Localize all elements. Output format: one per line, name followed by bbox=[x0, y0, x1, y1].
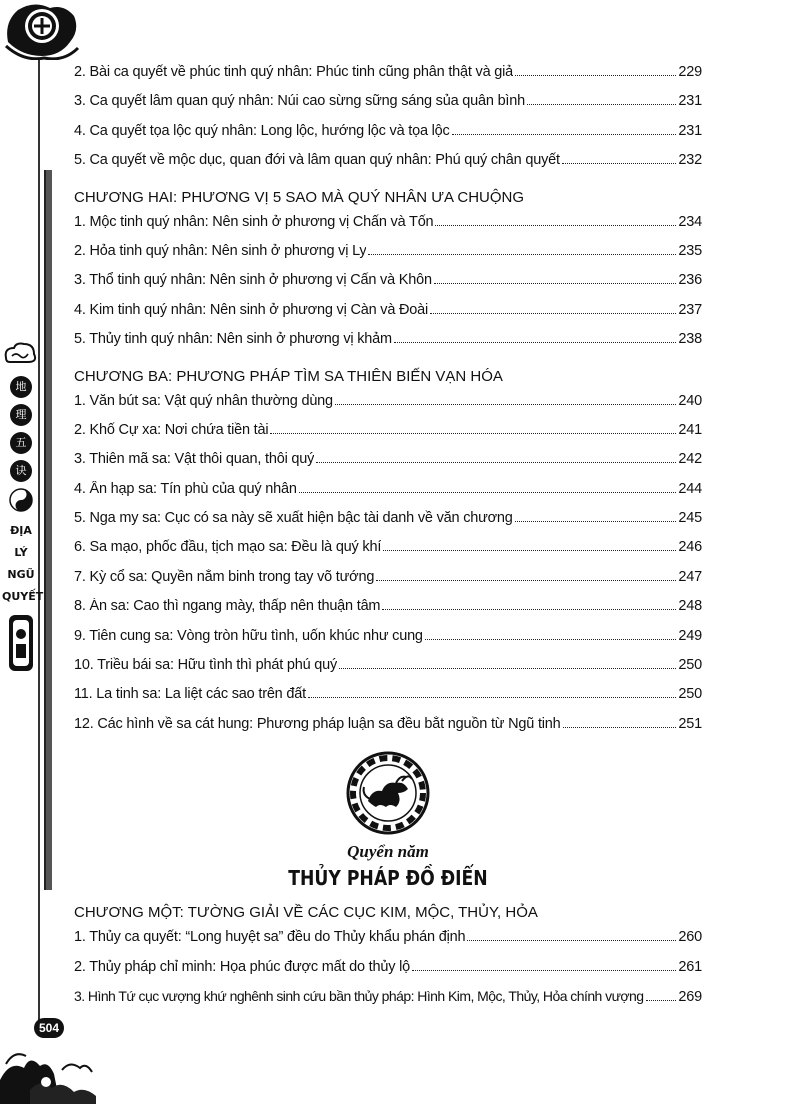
landscape-ornament-icon bbox=[0, 1030, 100, 1104]
dot-leader bbox=[376, 569, 676, 581]
toc-entry-text: 8. Án sa: Cao thì ngang mày, thấp nên thuận tâm bbox=[74, 598, 381, 615]
section-continued bbox=[74, 64, 702, 182]
dot-leader bbox=[527, 94, 676, 106]
book-divider bbox=[74, 745, 702, 841]
toc-entry-page: 250 bbox=[678, 686, 702, 703]
toc-entry-text: 3. Ca quyết lâm quan quý nhân: Núi cao sừng sững sáng sủa quân bình bbox=[74, 93, 525, 110]
toc-entry-page: 238 bbox=[678, 331, 702, 348]
toc-entry-text: 12. Các hình về sa cát hung: Phương pháp luận sa đều bắt nguồn từ Ngũ tinh bbox=[74, 715, 561, 732]
toc-entry-text: 3. Thiên mã sa: Vật thôi quan, thôi quý bbox=[74, 451, 315, 468]
toc-entry[interactable] bbox=[74, 657, 702, 686]
spine-char-4: 诀 bbox=[10, 460, 32, 482]
toc-entry[interactable] bbox=[74, 64, 702, 93]
dot-leader bbox=[430, 302, 676, 314]
spine-char-2: 理 bbox=[10, 404, 32, 426]
toc-entry[interactable] bbox=[74, 214, 702, 243]
toc-entry-text: 5. Thủy tinh quý nhân: Nên sinh ở phương vị khảm bbox=[74, 331, 392, 348]
dot-leader bbox=[308, 687, 676, 699]
toc-entry-page: 251 bbox=[678, 715, 702, 732]
toc-entry[interactable] bbox=[74, 422, 702, 451]
book-spine-label bbox=[2, 376, 44, 672]
toc-entry-page: 260 bbox=[678, 929, 702, 946]
margin-band bbox=[44, 170, 52, 890]
toc-entry-text: 5. Nga my sa: Cục có sa này sẽ xuất hiện bậc tài danh về văn chương bbox=[74, 510, 513, 527]
toc-entry[interactable] bbox=[74, 598, 702, 627]
toc-entry[interactable] bbox=[74, 152, 702, 181]
toc-entry-page: 240 bbox=[678, 392, 702, 409]
spine-emblem-icon bbox=[8, 614, 34, 672]
chapter-heading: CHƯƠNG BA: PHƯƠNG PHÁP TÌM SA THIÊN BIẾN VẠN HÓA bbox=[74, 367, 503, 385]
toc-entry-page: 245 bbox=[678, 510, 702, 527]
toc-entry-page: 269 bbox=[678, 988, 702, 1005]
toc-entry-page: 241 bbox=[678, 421, 702, 438]
toc-entry-page: 235 bbox=[678, 242, 702, 259]
toc-entry-page: 249 bbox=[678, 627, 702, 644]
toc-entry[interactable] bbox=[74, 481, 702, 510]
toc-entry-page: 242 bbox=[678, 451, 702, 468]
spine-char-3: 五 bbox=[10, 432, 32, 454]
dot-leader bbox=[425, 628, 676, 640]
toc-entry-page: 232 bbox=[678, 152, 702, 169]
dot-leader bbox=[467, 929, 676, 941]
toc-entry[interactable] bbox=[74, 510, 702, 539]
toc-entry[interactable] bbox=[74, 628, 702, 657]
toc-entry-text: 2. Bài ca quyết về phúc tinh quý nhân: Phúc tinh cũng phân thật và giả bbox=[74, 64, 514, 80]
dot-leader bbox=[339, 657, 676, 669]
toc-entry-text: 1. Mộc tinh quý nhân: Nên sinh ở phương vị Chấn và Tốn bbox=[74, 213, 434, 230]
toc-entry-text: 4. Ca quyết tọa lộc quý nhân: Long lộc, hướng lộc và tọa lộc bbox=[74, 122, 450, 139]
page-number: 504 bbox=[34, 1018, 64, 1038]
chapter-heading: CHƯƠNG MỘT: TƯỜNG GIẢI VỀ CÁC CỤC KIM, MỘC, THỦY, HỎA bbox=[74, 904, 538, 922]
dot-leader bbox=[563, 716, 676, 728]
dot-leader bbox=[270, 422, 676, 434]
toc-entry[interactable] bbox=[74, 302, 702, 331]
toc-entry[interactable] bbox=[74, 243, 702, 272]
toc-entry[interactable] bbox=[74, 569, 702, 598]
toc-entry-text: 7. Kỳ cổ sa: Quyền nắm binh trong tay võ tướng bbox=[74, 568, 375, 585]
book-title: THỦY PHÁP ĐỒ ĐIỂN bbox=[288, 866, 488, 891]
toc-entry-text: 1. Văn bút sa: Vật quý nhân thường dùng bbox=[74, 392, 333, 409]
toc-entry-text: 5. Ca quyết về mộc dục, quan đới và lâm quan quý nhân: Phú quý chân quyết bbox=[74, 152, 560, 169]
dot-leader bbox=[412, 959, 676, 971]
chapter-one-entries bbox=[74, 929, 702, 1017]
emblem-ornament-icon bbox=[4, 2, 80, 60]
spine-char-1: 地 bbox=[10, 376, 32, 398]
toc-entry-text: 6. Sa mạo, phốc đầu, tịch mạo sa: Đều là quý khí bbox=[74, 539, 382, 556]
toc-entry-page: 231 bbox=[678, 93, 702, 110]
toc-entry-text: 3. Thổ tinh quý nhân: Nên sinh ở phương vị Cấn và Khôn bbox=[74, 272, 432, 289]
toc-entry-text: 11. La tinh sa: La liệt các sao trên đất bbox=[74, 686, 306, 703]
toc-entry[interactable] bbox=[74, 988, 702, 1017]
toc-entry-text: 2. Khố Cự xa: Nơi chứa tiền tài bbox=[74, 421, 269, 438]
toc-entry-text: 9. Tiên cung sa: Vòng tròn hữu tình, uốn khúc như cung bbox=[74, 627, 423, 644]
toc-entry[interactable] bbox=[74, 539, 702, 568]
spine-title: ĐỊA LÝ NGŨ QUYẾT bbox=[2, 524, 44, 603]
table-of-contents bbox=[74, 64, 702, 1017]
toc-entry-page: 236 bbox=[678, 272, 702, 289]
chapter-three-entries bbox=[74, 393, 702, 746]
toc-entry[interactable] bbox=[74, 686, 702, 715]
dot-leader bbox=[383, 540, 676, 552]
toc-entry-page: 250 bbox=[678, 657, 702, 674]
dot-leader bbox=[382, 598, 676, 610]
toc-entry-page: 247 bbox=[678, 568, 702, 585]
toc-entry-page: 229 bbox=[678, 64, 702, 80]
toc-entry-page: 244 bbox=[678, 480, 702, 497]
dot-leader bbox=[394, 331, 676, 343]
toc-entry[interactable] bbox=[74, 929, 702, 958]
toc-entry[interactable] bbox=[74, 93, 702, 122]
dot-leader bbox=[515, 64, 676, 76]
chapter-heading: CHƯƠNG HAI: PHƯƠNG VỊ 5 SAO MÀ QUÝ NHÂN ƯA CHUỘNG bbox=[74, 188, 525, 206]
toc-entry-page: 248 bbox=[678, 598, 702, 615]
dot-leader bbox=[368, 243, 676, 255]
dot-leader bbox=[452, 123, 676, 135]
chapter-two-entries bbox=[74, 214, 702, 361]
toc-entry[interactable] bbox=[74, 393, 702, 422]
toc-entry-page: 261 bbox=[678, 958, 702, 975]
toc-entry[interactable] bbox=[74, 272, 702, 301]
toc-entry-text: 2. Thủy pháp chỉ minh: Họa phúc được mất do thủy lộ bbox=[74, 958, 410, 975]
toc-entry-text: 4. Ấn hạp sa: Tín phù của quý nhân bbox=[74, 480, 297, 497]
dot-leader bbox=[316, 451, 676, 463]
toc-entry-page: 237 bbox=[678, 301, 702, 318]
dot-leader bbox=[299, 481, 676, 493]
cloud-ornament-icon bbox=[2, 340, 38, 368]
dot-leader bbox=[515, 510, 676, 522]
toc-entry[interactable] bbox=[74, 451, 702, 480]
toc-entry[interactable] bbox=[74, 716, 702, 745]
book-subtitle: Quyển năm bbox=[347, 842, 429, 862]
dot-leader bbox=[434, 272, 676, 284]
toc-entry-page: 234 bbox=[678, 213, 702, 230]
toc-entry-text: 1. Thủy ca quyết: “Long huyệt sa” đều do Thủy khẩu phán định bbox=[74, 929, 466, 946]
toc-entry-page: 231 bbox=[678, 122, 702, 139]
toc-entry-text: 2. Hỏa tinh quý nhân: Nên sinh ở phương vị Ly bbox=[74, 242, 367, 259]
toc-entry[interactable] bbox=[74, 331, 702, 360]
toc-entry-page: 246 bbox=[678, 539, 702, 556]
dot-leader bbox=[335, 393, 676, 405]
dot-leader bbox=[435, 214, 676, 226]
yin-yang-icon bbox=[9, 488, 33, 512]
dot-leader bbox=[562, 152, 676, 164]
dot-leader bbox=[646, 989, 676, 1001]
toc-entry[interactable] bbox=[74, 959, 702, 988]
toc-entry-text: 3. Hình Tứ cục vượng khứ nghênh sinh cứu bần thủy pháp: Hình Kim, Mộc, Thủy, Hỏa chính vượng bbox=[74, 987, 644, 1004]
qilin-medallion-icon bbox=[346, 751, 430, 835]
toc-entry-text: 10. Triều bái sa: Hữu tình thì phát phú quý bbox=[74, 657, 338, 674]
toc-entry[interactable] bbox=[74, 123, 702, 152]
toc-entry-text: 4. Kim tinh quý nhân: Nên sinh ở phương vị Càn và Đoài bbox=[74, 301, 429, 318]
